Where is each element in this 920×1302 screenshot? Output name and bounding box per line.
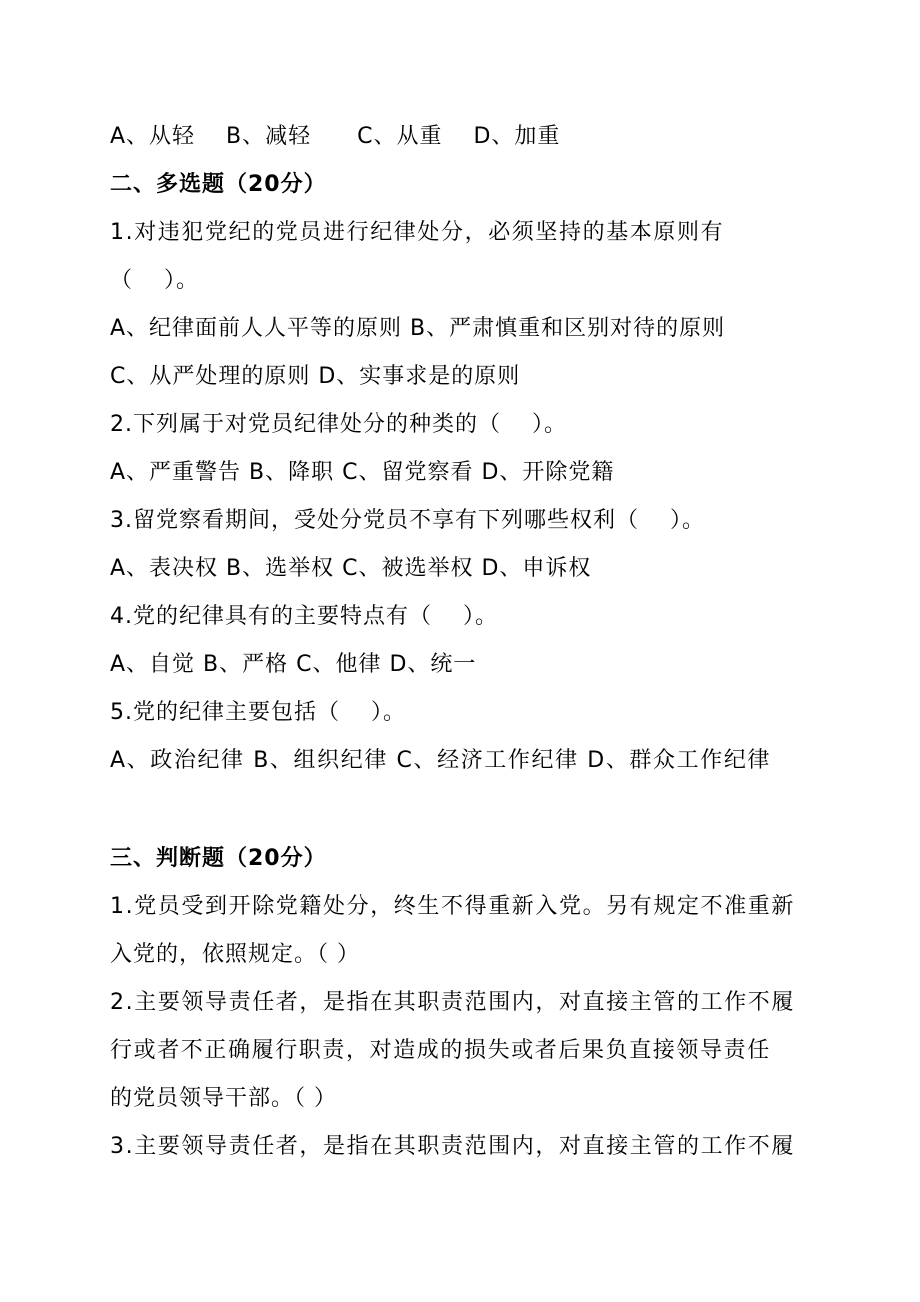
tf-question-2-line-3: 的党员领导干部。（ ） <box>110 1086 337 1111</box>
mc-question-5-options: A、政治纪律 B、组织纪律 C、经济工作纪律 D、群众工作纪律 <box>110 748 772 773</box>
tf-question-1-line-2: 入党的，依照规定。（ ） <box>110 942 360 967</box>
tf-question-1-line-1: 1.党员受到开除党籍处分，终生不得重新入党。另有规定不准重新 <box>110 894 795 919</box>
tf-question-2-line-1: 2.主要领导责任者，是指在其职责范围内，对直接主管的工作不履 <box>110 990 795 1015</box>
tf-question-3-line-1: 3.主要领导责任者，是指在其职责范围内，对直接主管的工作不履 <box>110 1134 795 1159</box>
mc-question-4-options: A、自觉 B、严格 C、他律 D、统一 <box>110 652 477 677</box>
mc-question-2: 2.下列属于对党员纪律处分的种类的（ ）。 <box>110 412 567 437</box>
section-multiple-choice-heading: 二、多选题（20分） <box>110 172 327 197</box>
tf-question-2-line-2: 行或者不正确履行职责，对造成的损失或者后果负直接领导责任 <box>110 1038 771 1063</box>
q-prev-options: A、从轻 B、减轻 C、从重 D、加重 <box>110 124 561 149</box>
mc-question-4: 4.党的纪律具有的主要特点有（ ）。 <box>110 604 498 629</box>
mc-question-3-options: A、表决权 B、选举权 C、被选举权 D、申诉权 <box>110 556 592 581</box>
mc-question-3: 3.留党察看期间，受处分党员不享有下列哪些权利（ ）。 <box>110 508 705 533</box>
mc-question-1: 1.对违犯党纪的党员进行纪律处分，必须坚持的基本原则有 <box>110 220 725 245</box>
mc-question-5: 5.党的纪律主要包括（ ）。 <box>110 700 406 725</box>
section-true-false-heading: 三、判断题（20分） <box>110 846 327 871</box>
mc-question-1-blank: （ ）。 <box>110 268 199 293</box>
mc-question-2-options: A、严重警告 B、降职 C、留党察看 D、开除党籍 <box>110 460 615 485</box>
mc-question-1-options-ab: A、纪律面前人人平等的原则 B、严肃慎重和区别对待的原则 <box>110 316 726 341</box>
mc-question-1-options-cd: C、从严处理的原则 D、实事求是的原则 <box>110 364 521 389</box>
